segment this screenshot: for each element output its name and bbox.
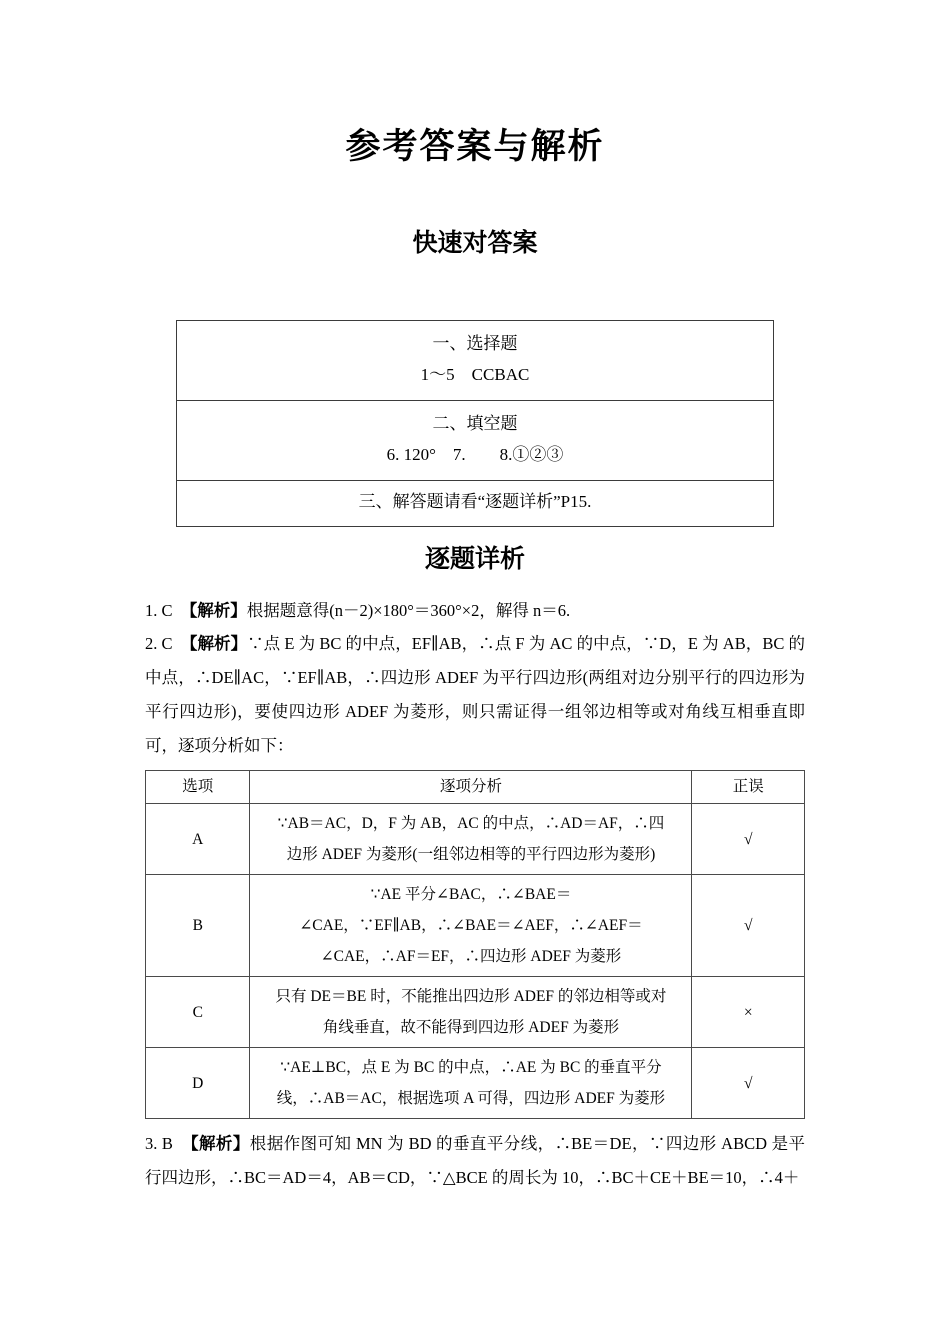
solution-tag: 【解析】 — [190, 1134, 250, 1154]
answer-block-line: 6. 120° 7. 8.①②③ — [386, 445, 564, 465]
cell-option: B — [146, 875, 250, 977]
table-header-row — [146, 770, 805, 803]
table-row — [146, 1048, 805, 1119]
answer-block-heading: 二、填空题 — [432, 413, 518, 433]
analysis-line: 边形 ADEF 为菱形(一组邻边相等的平行四边形为菱形) — [286, 846, 656, 864]
cell-option: C — [146, 977, 250, 1048]
solution-item-3 — [145, 1127, 805, 1195]
table-row — [146, 804, 805, 875]
analysis-line: ∠CAE，∵EF∥AB，∴∠BAE＝∠AEF，∴∠AEF＝ — [299, 917, 643, 935]
analysis-line: 线，∴AB＝AC，根据选项 A 可得，四边形 ADEF 为菱形 — [276, 1090, 666, 1108]
cell-analysis — [250, 977, 692, 1048]
solution-label: 2. C — [145, 634, 173, 654]
cell-verdict: √ — [692, 875, 805, 977]
answer-block-choice — [177, 321, 773, 401]
solution-tag: 【解析】 — [189, 600, 247, 620]
answer-block-solve — [177, 481, 773, 526]
cell-analysis — [250, 875, 692, 977]
column-header-option: 选项 — [146, 770, 250, 803]
cell-verdict: √ — [692, 804, 805, 875]
answer-block-heading: 一、选择题 — [432, 334, 518, 353]
solution-item-2 — [145, 627, 805, 762]
quick-answer-box — [176, 320, 774, 527]
solution-item-1 — [145, 594, 805, 628]
solution-label: 3. B — [145, 1134, 173, 1154]
page-title: 参考答案与解析 — [345, 127, 605, 167]
solutions-container-tail — [145, 1121, 805, 1195]
quick-answer-heading: 快速对答案 — [412, 228, 538, 257]
cell-verdict: × — [692, 977, 805, 1048]
analysis-line: ∠CAE，∴AF＝EF，∴四边形 ADEF 为菱形 — [320, 948, 622, 966]
table-row — [146, 875, 805, 977]
solutions-container — [145, 588, 805, 763]
detail-heading: 逐题详析 — [424, 543, 525, 573]
column-header-analysis: 逐项分析 — [250, 770, 692, 803]
cell-verdict: √ — [692, 1048, 805, 1119]
cell-analysis — [250, 804, 692, 875]
answer-block-heading: 三、解答题请看“逐题详析”P15. — [358, 491, 592, 511]
analysis-line: 角线垂直，故不能得到四边形 ADEF 为菱形 — [322, 1019, 620, 1037]
option-analysis-table — [145, 770, 805, 1119]
analysis-line: 只有 DE＝BE 时，不能推出四边形 ADEF 的邻边相等或对 — [275, 988, 667, 1006]
answer-block-line: 1～5 CCBAC — [420, 365, 530, 385]
solution-text: ∵点 E 为 BC 的中点，EF∥AB，∴点 F 为 AC 的中点，∵D，E 为 AB，BC 的中点，∴DE∥AC，∵EF∥AB，∴四边形 ADEF 为平行四边形(两组对边分别平行的四边形为平行四边形)，要使四边形 ADEF 为菱形，则只需证得一组邻边相等或对角线互相垂直即可，逐项分析如下： — [145, 634, 806, 755]
solution-label: 1. C — [145, 600, 173, 620]
solution-text: 根据题意得(n－2)×180°＝360°×2，解得 n＝6. — [246, 600, 571, 620]
cell-option: D — [146, 1048, 250, 1119]
cell-analysis — [250, 1048, 692, 1119]
analysis-line: ∵AB＝AC，D，F 为 AB，AC 的中点，∴AD＝AF，∴四 — [277, 815, 665, 833]
analysis-line: ∵AE⊥BC，点 E 为 BC 的中点，∴AE 为 BC 的垂直平分 — [280, 1059, 662, 1077]
table-row — [146, 977, 805, 1048]
solution-tag: 【解析】 — [189, 634, 248, 654]
solution-text: 根据作图可知 MN 为 BD 的垂直平分线，∴BE＝DE，∵四边形 ABCD 是平行四边形，∴BC＝AD＝4，AB＝CD，∵△BCE 的周长为 10，∴BC＋CE＋BE＝10，∴4＋ — [145, 1134, 805, 1187]
analysis-line: ∵AE 平分∠BAC，∴∠BAE＝ — [370, 886, 572, 904]
answer-block-fill — [177, 401, 773, 481]
column-header-verdict: 正误 — [692, 770, 805, 803]
cell-option: A — [146, 804, 250, 875]
